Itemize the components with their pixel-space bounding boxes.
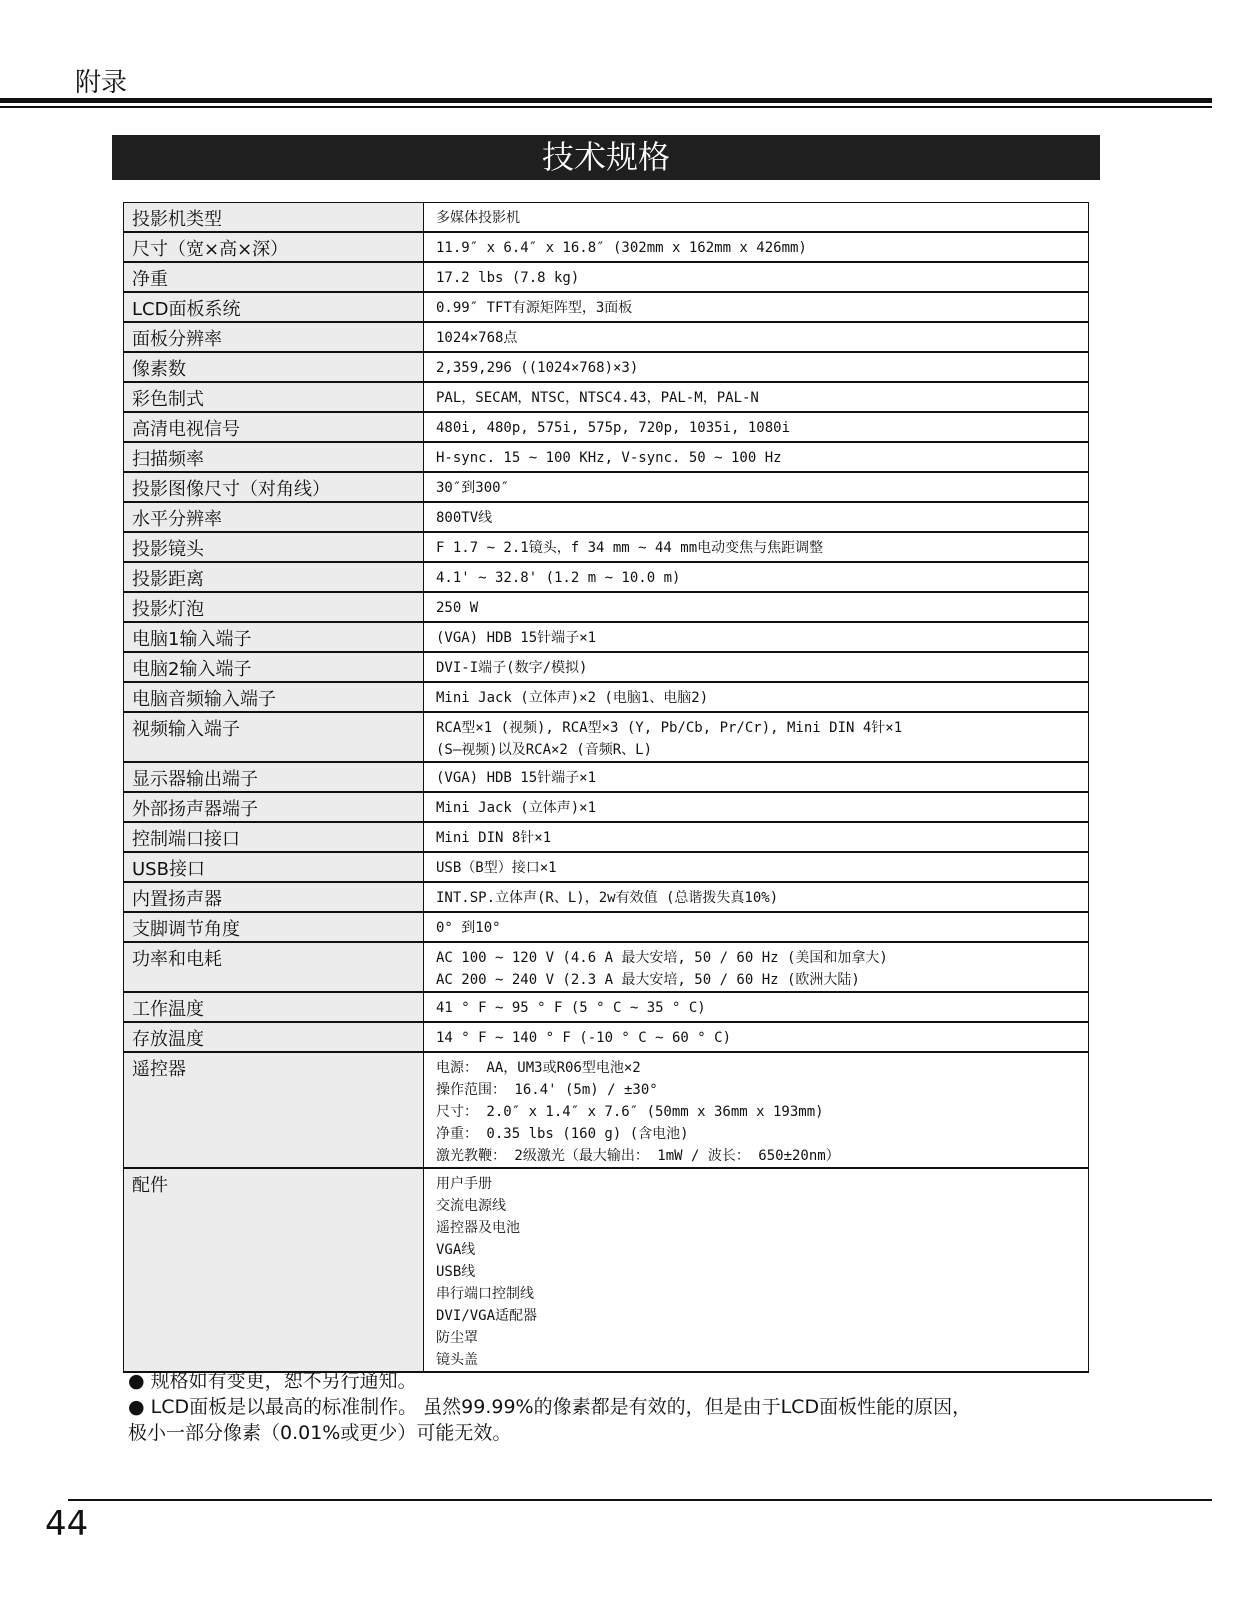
spec-value-line: (VGA) HDB 15针端子×1 — [436, 770, 597, 786]
spec-value — [424, 262, 1089, 292]
spec-label: 遥控器 — [124, 1052, 424, 1168]
spec-value — [424, 852, 1089, 882]
spec-value-line: DVI/VGA适配器 — [436, 1308, 538, 1324]
spec-value-line: 0.99″ TFT有源矩阵型，3面板 — [436, 300, 633, 316]
spec-value-line: 11.9″ x 6.4″ x 16.8″ (302mm x 162mm x 426mm) — [436, 240, 807, 256]
spec-value-line: 4.1' ~ 32.8' (1.2 m ~ 10.0 m) — [436, 570, 681, 586]
spec-value — [424, 992, 1089, 1022]
page-title: 技术规格 — [112, 135, 1100, 180]
table-row — [124, 992, 1089, 1022]
spec-value — [424, 882, 1089, 912]
table-row — [124, 532, 1089, 562]
spec-label: 支脚调节角度 — [124, 912, 424, 942]
spec-label: USB接口 — [124, 852, 424, 882]
spec-label: 面板分辨率 — [124, 322, 424, 352]
note-item: ● LCD面板是以最高的标准制作。 虽然99.99%的像素都是有效的，但是由于LCD面板性能的原因， — [128, 1396, 972, 1418]
spec-value-line: (S—视频)以及RCA×2 (音频R、L) — [436, 742, 653, 758]
spec-label: 内置扬声器 — [124, 882, 424, 912]
spec-value-line: VGA线 — [436, 1242, 476, 1258]
spec-value — [424, 382, 1089, 412]
spec-value-line: 41 ° F ~ 95 ° F (5 ° C ~ 35 ° C) — [436, 1000, 706, 1016]
spec-value — [424, 232, 1089, 262]
spec-value-line: 激光教鞭： 2级激光（最大输出： 1mW / 波长： 650±20nm） — [436, 1148, 840, 1164]
table-row — [124, 792, 1089, 822]
spec-value — [424, 412, 1089, 442]
spec-value-line: 用户手册 — [436, 1176, 492, 1192]
spec-value-line: (VGA) HDB 15针端子×1 — [436, 630, 597, 646]
table-row — [124, 682, 1089, 712]
spec-value-line: PAL，SECAM，NTSC，NTSC4.43，PAL-M，PAL-N — [436, 390, 759, 406]
spec-value-line: 0° 到10° — [436, 920, 501, 936]
table-row — [124, 203, 1089, 233]
spec-value — [424, 532, 1089, 562]
spec-label: 高清电视信号 — [124, 412, 424, 442]
spec-value-line: 镜头盖 — [436, 1352, 478, 1368]
spec-value-line: AC 200 ~ 240 V (2.3 A 最大安培, 50 / 60 Hz (欧洲大陆) — [436, 972, 860, 988]
spec-label: 投影灯泡 — [124, 592, 424, 622]
table-row — [124, 1052, 1089, 1168]
table-row — [124, 882, 1089, 912]
table-row — [124, 1022, 1089, 1052]
note-item: 极小一部分像素（0.01%或更少）可能无效。 — [128, 1422, 512, 1444]
spec-label: 电脑1输入端子 — [124, 622, 424, 652]
spec-label: 电脑音频输入端子 — [124, 682, 424, 712]
spec-value-line: 操作范围： 16.4' (5m) / ±30° — [436, 1082, 658, 1098]
spec-value-line: F 1.7 ~ 2.1镜头，f 34 mm ~ 44 mm电动变焦与焦距调整 — [436, 540, 824, 556]
table-row — [124, 262, 1089, 292]
spec-value-line: 尺寸： 2.0″ x 1.4″ x 7.6″ (50mm x 36mm x 193mm) — [436, 1104, 824, 1120]
spec-value — [424, 592, 1089, 622]
spec-value — [424, 1052, 1089, 1168]
table-row — [124, 712, 1089, 762]
spec-label: 彩色制式 — [124, 382, 424, 412]
spec-label: 像素数 — [124, 352, 424, 382]
table-row — [124, 232, 1089, 262]
spec-label: 功率和电耗 — [124, 942, 424, 992]
table-row — [124, 762, 1089, 792]
spec-label: 显示器输出端子 — [124, 762, 424, 792]
spec-value-line: USB（B型）接口×1 — [436, 860, 557, 876]
section-label: 附录 — [75, 68, 128, 98]
spec-value — [424, 352, 1089, 382]
spec-value — [424, 1168, 1089, 1372]
spec-value-line: Mini DIN 8针×1 — [436, 830, 552, 846]
spec-value-line: 多媒体投影机 — [436, 210, 520, 226]
spec-value-line: 串行端口控制线 — [436, 1286, 534, 1302]
spec-value — [424, 322, 1089, 352]
table-row — [124, 292, 1089, 322]
table-row — [124, 852, 1089, 882]
spec-value — [424, 912, 1089, 942]
spec-value — [424, 622, 1089, 652]
page-number: 44 — [45, 1504, 89, 1544]
notes — [128, 1368, 1088, 1446]
header-rule-thin — [0, 106, 1212, 108]
spec-value-line: 250 W — [436, 600, 479, 616]
note-item: ● 规格如有变更，恕不另行通知。 — [128, 1370, 417, 1392]
table-row — [124, 322, 1089, 352]
spec-label: 外部扬声器端子 — [124, 792, 424, 822]
table-row — [124, 382, 1089, 412]
spec-value — [424, 762, 1089, 792]
spec-value — [424, 682, 1089, 712]
spec-value — [424, 562, 1089, 592]
footer-rule — [68, 1499, 1212, 1501]
spec-label: 工作温度 — [124, 992, 424, 1022]
table-row — [124, 942, 1089, 992]
spec-label: 水平分辨率 — [124, 502, 424, 532]
table-row — [124, 442, 1089, 472]
spec-value-line: USB线 — [436, 1264, 476, 1280]
table-row — [124, 1168, 1089, 1372]
spec-label: 投影图像尺寸（对角线） — [124, 472, 424, 502]
table-row — [124, 472, 1089, 502]
spec-value — [424, 792, 1089, 822]
spec-value-line: 1024×768点 — [436, 330, 518, 346]
table-row — [124, 822, 1089, 852]
spec-label: 投影距离 — [124, 562, 424, 592]
table-row — [124, 562, 1089, 592]
spec-value-line: 净重： 0.35 lbs (160 g) (含电池) — [436, 1126, 689, 1142]
spec-value-line: 遥控器及电池 — [436, 1220, 520, 1236]
spec-value-line: 30″到300″ — [436, 480, 510, 496]
spec-label: 视频输入端子 — [124, 712, 424, 762]
spec-label: 净重 — [124, 262, 424, 292]
spec-value-line: 800TV线 — [436, 510, 493, 526]
spec-value-line: 交流电源线 — [436, 1198, 506, 1214]
spec-label: 配件 — [124, 1168, 424, 1372]
spec-label: 投影镜头 — [124, 532, 424, 562]
spec-value — [424, 822, 1089, 852]
header-rule — [0, 98, 1212, 103]
spec-value-line: 2,359,296 ((1024×768)×3) — [436, 360, 639, 376]
spec-label: 扫描频率 — [124, 442, 424, 472]
spec-value — [424, 203, 1089, 233]
spec-label: 尺寸（宽×高×深） — [124, 232, 424, 262]
spec-label: LCD面板系统 — [124, 292, 424, 322]
spec-label: 投影机类型 — [124, 203, 424, 233]
spec-value-line: Mini Jack (立体声)×2 (电脑1、电脑2) — [436, 690, 709, 706]
spec-value — [424, 712, 1089, 762]
table-row — [124, 622, 1089, 652]
spec-value — [424, 472, 1089, 502]
spec-value — [424, 652, 1089, 682]
spec-value-line: 电源： AA，UM3或R06型电池×2 — [436, 1060, 641, 1076]
table-row — [124, 592, 1089, 622]
spec-value — [424, 442, 1089, 472]
table-row — [124, 352, 1089, 382]
table-row — [124, 652, 1089, 682]
spec-value-line: AC 100 ~ 120 V (4.6 A 最大安培, 50 / 60 Hz (美国和加拿大) — [436, 950, 888, 966]
table-row — [124, 502, 1089, 532]
spec-value — [424, 942, 1089, 992]
spec-value — [424, 502, 1089, 532]
spec-value-line: Mini Jack (立体声)×1 — [436, 800, 597, 816]
spec-value-line: RCA型×1 (视频), RCA型×3 (Y, Pb/Cb, Pr/Cr), Mini DIN 4针×1 — [436, 720, 903, 736]
spec-value-line: 14 ° F ~ 140 ° F (-10 ° C ~ 60 ° C) — [436, 1030, 732, 1046]
spec-value-line: 防尘罩 — [436, 1330, 478, 1346]
spec-value-line: H-sync. 15 ~ 100 KHz, V-sync. 50 ~ 100 Hz — [436, 450, 782, 466]
spec-value-line: 480i, 480p, 575i, 575p, 720p, 1035i, 1080i — [436, 420, 791, 436]
table-row — [124, 412, 1089, 442]
table-row — [124, 912, 1089, 942]
spec-label: 控制端口接口 — [124, 822, 424, 852]
spec-value-line: 17.2 lbs (7.8 kg) — [436, 270, 580, 286]
spec-value-line: DVI-I端子(数字/模拟) — [436, 660, 588, 676]
spec-table — [123, 202, 1089, 1373]
spec-value — [424, 1022, 1089, 1052]
spec-value — [424, 292, 1089, 322]
spec-value-line: INT.SP.立体声(R、L)，2w有效值 (总谐拨失真10%) — [436, 890, 779, 906]
spec-label: 存放温度 — [124, 1022, 424, 1052]
spec-label: 电脑2输入端子 — [124, 652, 424, 682]
